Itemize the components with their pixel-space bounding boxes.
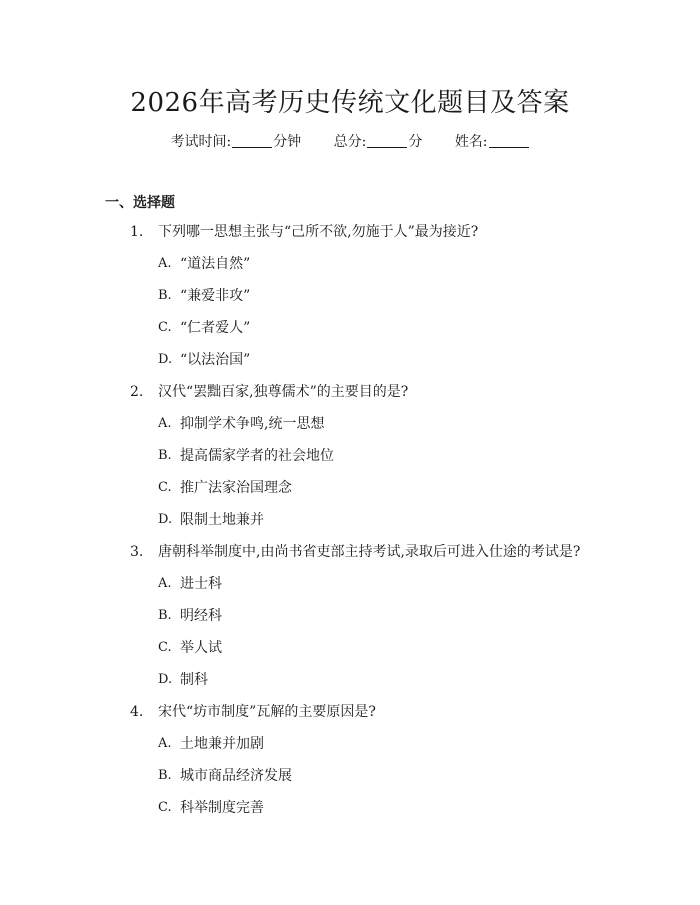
option-text: 土地兼并加剧 <box>180 736 264 752</box>
answer-option <box>0 446 700 478</box>
option-text: 抑制学术争鸣,统一思想 <box>180 416 325 432</box>
answer-option <box>0 798 700 830</box>
answer-option <box>0 670 700 702</box>
question-number: 3. <box>130 544 144 560</box>
exam-time-blank <box>232 133 272 148</box>
name-label: 姓名: <box>454 134 488 150</box>
total-score-label: 总分: <box>333 134 367 150</box>
option-text: “以法治国” <box>180 352 251 368</box>
answer-option <box>0 350 700 382</box>
question-stem <box>0 702 700 734</box>
option-text: 提高儒家学者的社会地位 <box>180 448 334 464</box>
question-number: 4. <box>130 704 144 720</box>
option-letter: C. <box>158 800 172 815</box>
answer-option <box>0 766 700 798</box>
option-text: “兼爱非攻” <box>180 288 251 304</box>
option-letter: B. <box>158 768 172 783</box>
option-text: 制科 <box>180 672 208 688</box>
option-letter: A. <box>158 256 172 271</box>
answer-option <box>0 318 700 350</box>
name-field <box>455 131 530 151</box>
question-stem <box>0 382 700 414</box>
option-letter: A. <box>158 416 172 431</box>
exam-meta <box>0 131 700 151</box>
exam-time-field <box>170 131 301 151</box>
option-text: 城市商品经济发展 <box>180 768 292 784</box>
answer-option <box>0 574 700 606</box>
option-text: 明经科 <box>180 608 222 624</box>
page-title: 2026年高考历史传统文化题目及答案 <box>130 88 570 118</box>
option-letter: C. <box>158 320 172 335</box>
option-letter: A. <box>158 736 172 751</box>
option-letter: A. <box>158 576 172 591</box>
answer-option <box>0 254 700 286</box>
option-letter: D. <box>158 512 173 527</box>
option-letter: B. <box>158 288 172 303</box>
section-heading: 一、选择题 <box>105 195 175 211</box>
option-letter: D. <box>158 672 173 687</box>
exam-time-unit: 分钟 <box>273 134 302 150</box>
question-list <box>0 222 700 830</box>
question-stem <box>0 222 700 254</box>
option-text: 举人试 <box>180 640 222 656</box>
option-text: 进士科 <box>180 576 222 592</box>
question-text: 汉代“罢黜百家,独尊儒术”的主要目的是? <box>158 384 409 400</box>
option-text: 限制土地兼并 <box>180 512 264 528</box>
answer-option <box>0 478 700 510</box>
name-blank <box>489 133 529 148</box>
exam-time-label: 考试时间: <box>170 134 232 150</box>
answer-option <box>0 414 700 446</box>
answer-option <box>0 638 700 670</box>
option-text: “道法自然” <box>180 256 251 272</box>
total-score-blank <box>367 133 407 148</box>
answer-option <box>0 734 700 766</box>
option-letter: B. <box>158 608 172 623</box>
question-number: 1. <box>130 224 144 240</box>
answer-option <box>0 510 700 542</box>
question-text: 下列哪一思想主张与“己所不欲,勿施于人”最为接近? <box>158 224 479 240</box>
answer-option <box>0 606 700 638</box>
total-score-field <box>334 131 423 151</box>
total-score-unit: 分 <box>408 134 423 150</box>
option-text: “仁者爱人” <box>180 320 251 336</box>
option-text: 科举制度完善 <box>180 800 264 816</box>
option-letter: D. <box>158 352 173 367</box>
option-letter: C. <box>158 640 172 655</box>
question-text: 宋代“坊市制度”瓦解的主要原因是? <box>158 704 376 720</box>
answer-option <box>0 286 700 318</box>
question-stem <box>0 542 700 574</box>
question-number: 2. <box>130 384 144 400</box>
option-letter: B. <box>158 448 172 463</box>
option-text: 推广法家治国理念 <box>180 480 292 496</box>
option-letter: C. <box>158 480 172 495</box>
question-text: 唐朝科举制度中,由尚书省吏部主持考试,录取后可进入仕途的考试是? <box>158 544 581 560</box>
